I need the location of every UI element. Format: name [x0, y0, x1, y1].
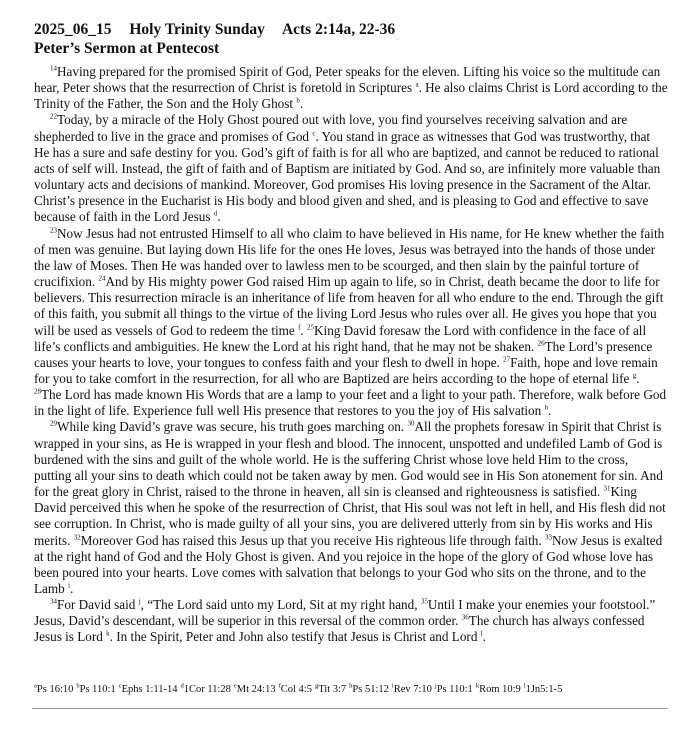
footnote-reference: Ps 16:10 [36, 684, 74, 695]
paragraph-text: Today, by a miracle of the Holy Ghost poured out with love, you find yourselves receiving salvation and are shepherded to live in the grace and promises of God [34, 112, 628, 144]
footnote-letter: d [180, 682, 184, 690]
verse-number: 34 [50, 597, 57, 606]
footnote-letter: k [475, 682, 480, 690]
footnote-marker: l [480, 630, 483, 639]
footnote-marker: d [213, 210, 218, 219]
paragraph-text: King David foresaw the Lord with confidence in the face of all life’s conflicts and ambiguities. He knew the Lord at his right hand, that he may not be shaken. [34, 322, 647, 354]
footnote [76, 684, 115, 695]
paragraph-text: For David said [57, 597, 139, 613]
footnote-reference: Rev 7:10 [393, 684, 432, 695]
footnote-letter: b [76, 682, 80, 690]
footnote-marker: j [138, 597, 141, 606]
footnote-reference: Col 4:5 [280, 684, 312, 695]
footnote [119, 684, 178, 695]
footnote [476, 684, 521, 695]
verse-number: 23 [50, 226, 57, 235]
footnote-marker: b [296, 96, 300, 105]
paragraph-text: . You stand in grace as witnesses that God was trustworthy, that He has a sure and safe destiny for you. God’s gift of faith is for all who are baptized, and cannot be reduced to rational acts of self will. Instead, the gift of faith and of Baptism are initiated by God. And so, are infinitely more valuable than voluntary acts and decisions of mankind. Moreover, God promises His loving presence in the Sacrament of the Altar. Christ’s presence in the Eucharist is His body and blood given and shed, and is pleasing to God and effective to save because of faith in the Lord Jesus [34, 128, 661, 225]
page-title [34, 20, 674, 40]
sermon-subtitle: Peter’s Sermon at Pentecost [34, 40, 220, 57]
paragraph [34, 419, 668, 597]
footnote-marker: k [106, 630, 110, 639]
verse-number: 32 [73, 533, 81, 542]
footnote-letter: e [233, 682, 237, 690]
sermon-date: 2025_06_15 [34, 21, 112, 38]
footnote [181, 684, 231, 695]
paragraph-text: . [548, 403, 552, 419]
footnote-marker: a [415, 80, 419, 89]
paragraph [34, 597, 668, 645]
paragraph-text: The Lord has made known His Words that are a lamp to your feet and a light to your path. Therefore, walk before God in the light of life. Experience full well His presence that restores to you the joy of His salvation [34, 387, 667, 419]
footnote-marker: g [632, 371, 637, 380]
verse-number: 33 [544, 533, 552, 542]
paragraph-text: Now Jesus had not entrusted Himself to all who claim to have believed in His name, for He knew whether the faith of men was genuine. But laying down His life for the ones He loves, Jesus was betrayed into the hands of those under the law of Moses. Then He was handed over to lawless men to be scourged, and then slain by the painful torture of crucifixion. [34, 225, 665, 290]
verse-number: 28 [34, 387, 41, 396]
sermon-body [34, 64, 668, 646]
paragraph-text: . [299, 96, 304, 112]
paragraph-text: While king David’s grave was secure, his truth goes marching on. [57, 419, 408, 435]
verse-number: 22 [50, 113, 57, 122]
verse-number: 24 [98, 274, 106, 283]
paragraph [34, 64, 668, 112]
footnote [349, 684, 389, 695]
footnote-reference: Rom 10:9 [479, 684, 521, 695]
footnote-reference: Ps 110:1 [436, 684, 473, 695]
footnote [315, 684, 346, 695]
footnote-letter: c [118, 682, 122, 690]
paragraph-text: . [482, 629, 486, 645]
footnote-letter: j [434, 682, 437, 690]
footnote-marker: i [68, 581, 71, 590]
footnote [524, 684, 563, 695]
sermon-occasion: Holy Trinity Sunday [129, 21, 265, 38]
footer-divider [32, 708, 668, 709]
footnote-reference: Mt 24:13 [236, 684, 276, 695]
verse-number: 31 [603, 484, 611, 493]
paragraph-text: The Lord’s presence causes your hearts to love, your tongues to confess faith and your flesh to dwell in hope. [34, 338, 653, 370]
paragraph-text: . He also claims Christ is Lord according to the Trinity of the Father, the Son and the Holy Ghost [34, 80, 668, 112]
footnote-reference: Tit 3:7 [318, 684, 347, 695]
footnote [279, 684, 312, 695]
paragraph [34, 112, 668, 225]
footnote-marker: f [298, 323, 301, 332]
footnote [435, 684, 473, 695]
verse-number: 26 [537, 339, 545, 348]
footnote-reference: Ps 110:1 [79, 684, 116, 695]
verse-number: 29 [50, 420, 57, 429]
footnote-letter: a [34, 682, 37, 690]
paragraph-text: , “The Lord said unto my Lord, Sit at my right hand, [140, 597, 421, 613]
footnote [34, 684, 73, 695]
verse-number: 25 [307, 323, 314, 332]
paragraph-text: The church has always confessed Jesus is Lord [34, 613, 645, 645]
paragraph-text: And by His mighty power God raised Him up again to life, so in Christ, death became the door to life for believers. This resurrection miracle is an inheritance of life from heaven for all who endure to the end. Through the gift of this faith, you submit all things to the virtue of the living Lord Jesus who rules over all. He gives you hope that you will be used as vessels of God to redeem the time [34, 274, 664, 338]
footnotes [34, 683, 674, 697]
verse-number: 35 [420, 597, 428, 606]
paragraph-text: Now Jesus is exalted at the right hand of God and the Holy Ghost is given. And you rejoice in the hope of the glory of God whose love has been poured into your hearts. Love comes with salvation that belongs to your God who sits on the throne, and to the Lamb [34, 532, 663, 596]
scripture-reading: Acts 2:14a, 22-36 [281, 21, 396, 38]
paragraph-text: . [300, 322, 307, 338]
paragraph-text: . [217, 209, 221, 225]
footnote [234, 684, 276, 695]
footnote-letter: l [523, 682, 526, 690]
paragraph-text: King David perceived this when he spoke of the resurrection of Christ, that His soul was not left in hell, and His flesh did not see corruption. In Christ, who is made guilty of all your sins, you are delivered utterly from sin by His works and His merits. [34, 484, 666, 548]
footnote-marker: c [312, 129, 316, 138]
footnote-letter: i [391, 682, 394, 690]
paragraph-text: Faith, hope and love remain for you to take comfort in the resurrection, for all who are Baptized are heirs according to the hope of eternal life [34, 354, 658, 386]
footnote-reference: Ps 51:12 [352, 684, 389, 695]
footnote-letter: h [349, 682, 353, 690]
paragraph-text: Until I make your enemies your footstool.” Jesus, David’s descendant, will be superior in this reversal of the common order. [34, 597, 656, 629]
footnote-reference: 1Jn5:1-5 [525, 684, 563, 695]
paragraph-text: . [70, 581, 74, 596]
paragraph [34, 226, 668, 420]
footnote-reference: 1Cor 11:28 [183, 684, 231, 695]
verse-number: 27 [503, 355, 511, 364]
footnote-marker: h [544, 403, 549, 412]
paragraph-text: All the prophets foresaw in Spirit that Christ is wrapped in your sins, as He is wrapped in your flesh and blood. The innocent, unspotted and undefiled Lamb of God is burdened with the sins and guilt of the whole world. He is the suffering Christ whose love held Him to the cross, putting all your sins to death which could not be taken away by men. God would see in His Son atonement for sin. And for the great glory in Christ, raised to the throne in heaven, all sin is cleansed and righteousness is satisfied. [34, 419, 663, 500]
footnote-reference: Ephs 1:11-14 [121, 684, 178, 695]
verse-number: 36 [461, 613, 469, 622]
verse-number: 30 [407, 420, 415, 429]
paragraph-text: Moreover God has raised this Jesus up that you receive His righteous life through faith. [80, 532, 545, 548]
verse-number: 14 [50, 64, 57, 73]
paragraph-text: . In the Spirit, Peter and John also testify that Jesus is Christ and Lord [109, 629, 481, 645]
footnote [392, 684, 432, 695]
footnote-letter: f [278, 682, 281, 690]
paragraph-text: . [636, 370, 640, 386]
footnote-letter: g [314, 682, 319, 690]
paragraph-text: Having prepared for the promised Spirit of God, Peter speaks for the eleven. Lifting his voice so the multitude can hear, Peter shows that the resurrection of Christ is foretold in Scriptures [34, 64, 661, 96]
